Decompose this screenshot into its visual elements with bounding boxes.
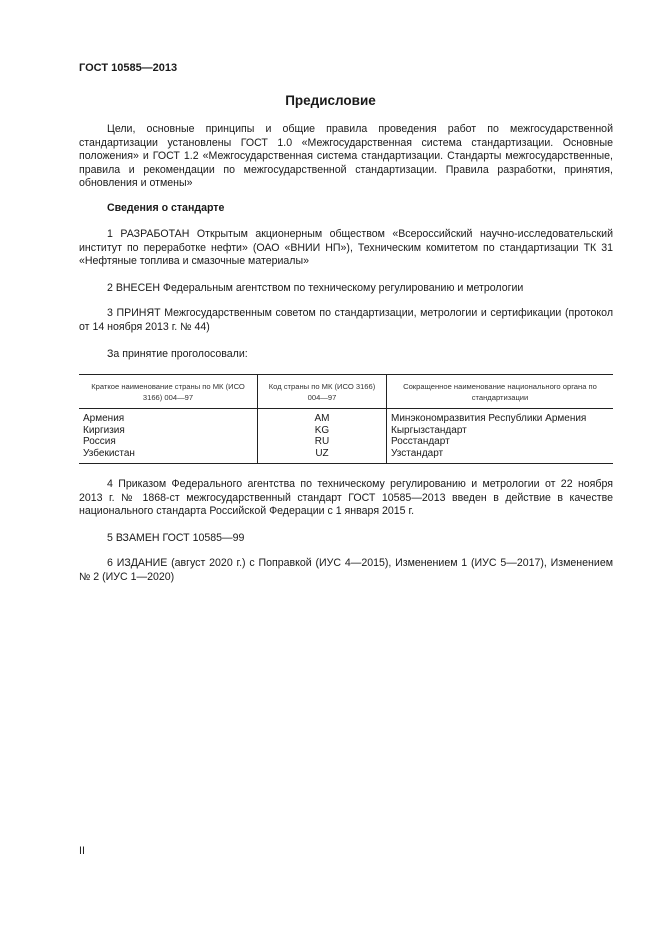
- item-enacted: 4 Приказом Федерального агентства по техническому регулированию и метрологии от 22 ноября 2013 г. № 1868-ст межгосударственный стандарт ГОСТ 10585—2013 введен в действие в качестве национального стандарта Российской Федерации с 1 января 2015 г.: [79, 478, 613, 518]
- header-standards-body: Сокращенное наименование национального органа по стандартизации: [387, 375, 614, 409]
- body-cell: Минэкономразвития Республики Армения: [391, 413, 587, 424]
- table-row: [79, 436, 613, 448]
- body-cell: Росстандарт: [391, 436, 450, 447]
- table-header-row: [79, 375, 613, 409]
- item-developed: 1 РАЗРАБОТАН Открытым акционерным обществом «Всероссийский научно-исследовательский институт по переработке нефти» (ОАО «ВНИИ НП»), Техническим комитетом по стандартизации ТК 31 «Нефтяные топлива и смазочные материалы»: [79, 228, 613, 268]
- vote-label: За принятие проголосовали:: [107, 348, 248, 360]
- item-replaces: 5 ВЗАМЕН ГОСТ 10585—99: [107, 532, 245, 544]
- item-adopted: 3 ПРИНЯТ Межгосударственным советом по стандартизации, метрологии и сертификации (протокол от 14 ноября 2013 г. № 44): [79, 307, 613, 333]
- voting-table: [79, 374, 613, 464]
- header-country: Краткое наименование страны по МК (ИСО 3166) 004—97: [79, 375, 258, 409]
- table-row: [79, 409, 613, 425]
- code-cell: KG: [258, 425, 387, 437]
- table-row: [79, 448, 613, 464]
- code-cell: RU: [258, 436, 387, 448]
- document-code: ГОСТ 10585—2013: [79, 62, 178, 74]
- table-row: [79, 425, 613, 437]
- country-cell: Россия: [83, 436, 116, 447]
- body-cell: Узстандарт: [387, 448, 614, 464]
- item-introduced: 2 ВНЕСЕН Федеральным агентством по техническому регулированию и метрологии: [107, 282, 524, 294]
- item-edition: 6 ИЗДАНИЕ (август 2020 г.) с Поправкой (ИУС 4—2015), Изменением 1 (ИУС 5—2017), Изменением № 2 (ИУС 1—2020): [79, 557, 613, 583]
- intro-paragraph: Цели, основные принципы и общие правила проведения работ по межгосударственной стандартизации установлены ГОСТ 1.0 «Межгосударственная система стандартизации. Основные положения» и ГОСТ 1.2 «Межгосударственная система стандартизации. Стандарты межгосударственные, правила и рекомендации по межгосударственной стандартизации. Правила разработки, принятия, обновления и отмены»: [79, 123, 613, 190]
- body-cell: Кыргызстандарт: [391, 424, 467, 436]
- page-title: Предисловие: [285, 93, 376, 108]
- header-code: Код страны по МК (ИСО 3166) 004—97: [258, 375, 387, 409]
- code-cell: UZ: [258, 448, 387, 464]
- info-heading: Сведения о стандарте: [107, 202, 225, 214]
- country-cell: Армения: [83, 413, 125, 424]
- code-cell: AM: [258, 409, 387, 425]
- country-cell: Узбекистан: [79, 448, 258, 464]
- page-number: II: [79, 845, 85, 857]
- country-cell: Киргизия: [83, 424, 125, 436]
